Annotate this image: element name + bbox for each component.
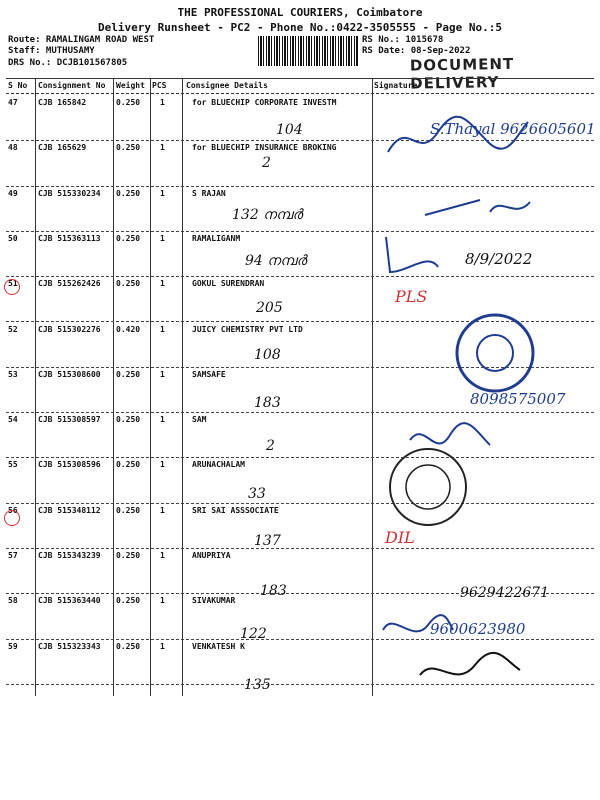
cell-cn: CJB 515363113 <box>38 233 101 243</box>
cell-consignee: SAMSAFE <box>192 369 226 379</box>
cell-cn: CJB 515308600 <box>38 369 101 379</box>
row-separator <box>6 503 594 504</box>
rs-number: RS No.: 1015678 <box>362 35 444 45</box>
staff: Staff: MUTHUSAMY <box>8 46 95 56</box>
company-title: THE PROFESSIONAL COURIERS, Coimbatore <box>177 6 423 19</box>
handwritten-note: 94 നമ്പർ <box>245 253 307 269</box>
cell-sno: 58 <box>8 596 18 606</box>
document-delivery-stamp: DOCUMENT DELIVERY <box>409 54 515 93</box>
col-sno: S No <box>8 81 28 90</box>
handwritten-note: 205 <box>256 300 283 316</box>
cell-sno: 48 <box>8 143 18 153</box>
signature: 9629422671 <box>460 585 550 601</box>
cell-wt: 0.250 <box>116 596 141 606</box>
red-circle-mark <box>4 279 20 295</box>
cell-cn: CJB 515330234 <box>38 188 101 198</box>
signature: PLS <box>395 287 428 306</box>
cell-sno: 57 <box>8 551 18 560</box>
cell-consignee: VENKATESH K <box>192 641 245 651</box>
runsheet-title: Delivery Runsheet - PC2 - Phone No.:0422-3505555 - Page No.:5 <box>98 21 502 34</box>
cell-pcs: 1 <box>160 143 165 153</box>
cell-cn: CJB 515343239 <box>38 551 101 560</box>
cell-pcs: 1 <box>160 641 165 651</box>
barcode <box>258 36 358 66</box>
cell-sno: 49 <box>8 188 18 198</box>
row-separator <box>6 276 594 277</box>
cell-pcs: 1 <box>160 279 165 289</box>
cell-pcs: 1 <box>160 460 165 470</box>
handwritten-note: 2 <box>262 155 271 171</box>
cell-cn: CJB 515302276 <box>38 324 101 334</box>
handwritten-note: 104 <box>276 122 303 138</box>
handwritten-note: 2 <box>266 438 275 454</box>
cell-pcs: 1 <box>160 596 165 606</box>
cell-cn: CJB 515348112 <box>38 505 101 515</box>
cell-sno: 52 <box>8 324 18 334</box>
row-separator <box>6 548 594 549</box>
signature: 8098575007 <box>470 390 566 408</box>
row-separator <box>6 457 594 458</box>
cell-consignee: JUICY CHEMISTRY PVT LTD <box>192 324 303 334</box>
cell-pcs: 1 <box>160 98 165 107</box>
signature: DIL <box>385 528 415 547</box>
cell-pcs: 1 <box>160 324 165 334</box>
col-weight: Weight <box>116 81 145 90</box>
handwritten-note: 183 <box>260 583 287 599</box>
row-separator <box>6 639 594 640</box>
signature-scribble <box>405 420 495 460</box>
col-consignment: Consignment No <box>38 81 106 90</box>
cell-cn: CJB 515262426 <box>38 279 101 289</box>
table-header <box>6 78 594 94</box>
signature-scribble <box>415 650 525 695</box>
cell-pcs: 1 <box>160 369 165 379</box>
row-separator <box>6 231 594 232</box>
handwritten-note: 33 <box>248 486 266 502</box>
handwritten-note: 122 <box>240 626 267 642</box>
route: Route: RAMALINGAM ROAD WEST <box>8 35 155 45</box>
cell-consignee: ANUPRIYA <box>192 551 231 560</box>
cell-pcs: 1 <box>160 188 165 198</box>
cell-wt: 0.250 <box>116 143 141 153</box>
signature-scribble <box>378 610 458 645</box>
table-row <box>6 415 594 460</box>
handwritten-note: 108 <box>254 347 281 363</box>
drs-number: DRS No.: DCJB101567805 <box>8 58 128 68</box>
cell-cn: CJB 515363440 <box>38 596 101 606</box>
row-separator <box>6 412 594 413</box>
cell-consignee: SRI SAI ASSSOCIATE <box>192 505 279 515</box>
cell-cn: CJB 515308596 <box>38 460 101 470</box>
cell-sno: 55 <box>8 460 18 470</box>
col-consignee: Consignee Details <box>186 81 268 90</box>
cell-pcs: 1 <box>160 233 165 243</box>
row-separator <box>6 186 594 187</box>
handwritten-note: 137 <box>254 533 281 549</box>
cell-sno: 59 <box>8 641 18 651</box>
cell-consignee: RAMALIGANM <box>192 233 241 243</box>
cell-sno: 47 <box>8 98 18 107</box>
signature-scribble <box>420 190 540 225</box>
signature-scribble <box>378 232 448 277</box>
cell-wt: 0.420 <box>116 324 141 334</box>
cell-cn: CJB 165629 <box>38 143 87 153</box>
cell-wt: 0.250 <box>116 188 141 198</box>
cell-sno: 50 <box>8 233 18 243</box>
table-row <box>6 460 594 505</box>
cell-wt: 0.250 <box>116 369 141 379</box>
cell-pcs: 1 <box>160 415 165 425</box>
cell-wt: 0.250 <box>116 641 141 651</box>
cell-pcs: 1 <box>160 505 165 515</box>
cell-cn: CJB 515308597 <box>38 415 101 425</box>
cell-wt: 0.250 <box>116 233 141 243</box>
col-signature: Signature <box>374 81 418 90</box>
cell-consignee: SAM <box>192 415 207 425</box>
cell-consignee: ARUNACHALAM <box>192 460 245 470</box>
cell-consignee: SIVAKUMAR <box>192 596 236 606</box>
cell-sno: 56 <box>8 505 18 515</box>
cell-wt: 0.250 <box>116 279 141 289</box>
cell-consignee: S RAJAN <box>192 188 226 198</box>
cell-sno: 51 <box>8 279 18 289</box>
cell-wt: 0.250 <box>116 98 141 107</box>
rs-date: RS Date: 08-Sep-2022 <box>362 46 471 56</box>
cell-wt: 0.250 <box>116 415 141 425</box>
signature: 9600623980 <box>430 620 526 638</box>
signature-scribble <box>378 112 538 167</box>
signature: 8/9/2022 <box>465 250 533 268</box>
cell-consignee: GOKUL SURENDRAN <box>192 279 265 289</box>
company-seal-stamp <box>452 310 538 396</box>
cell-sno: 53 <box>8 369 18 379</box>
handwritten-note: 135 <box>244 677 271 693</box>
cell-consignee: for BLUECHIP INSURANCE BROKING <box>192 143 337 153</box>
handwritten-note: 132 നമ്പർ <box>232 207 303 223</box>
cell-cn: CJB 165842 <box>38 98 87 107</box>
cell-wt: 0.250 <box>116 505 141 515</box>
cell-sno: 54 <box>8 415 18 425</box>
cell-wt: 0.250 <box>116 460 141 470</box>
cell-wt: 0.250 <box>116 551 141 560</box>
handwritten-note: 183 <box>254 395 281 411</box>
cell-cn: CJB 515323343 <box>38 641 101 651</box>
cell-pcs: 1 <box>160 551 165 560</box>
signature: S.Thayal 9626605601 <box>430 120 596 138</box>
col-pcs: PCS <box>152 81 167 90</box>
red-circle-mark <box>4 510 20 526</box>
table-row <box>6 506 594 551</box>
cell-consignee: for BLUECHIP CORPORATE INVESTM <box>192 98 337 107</box>
